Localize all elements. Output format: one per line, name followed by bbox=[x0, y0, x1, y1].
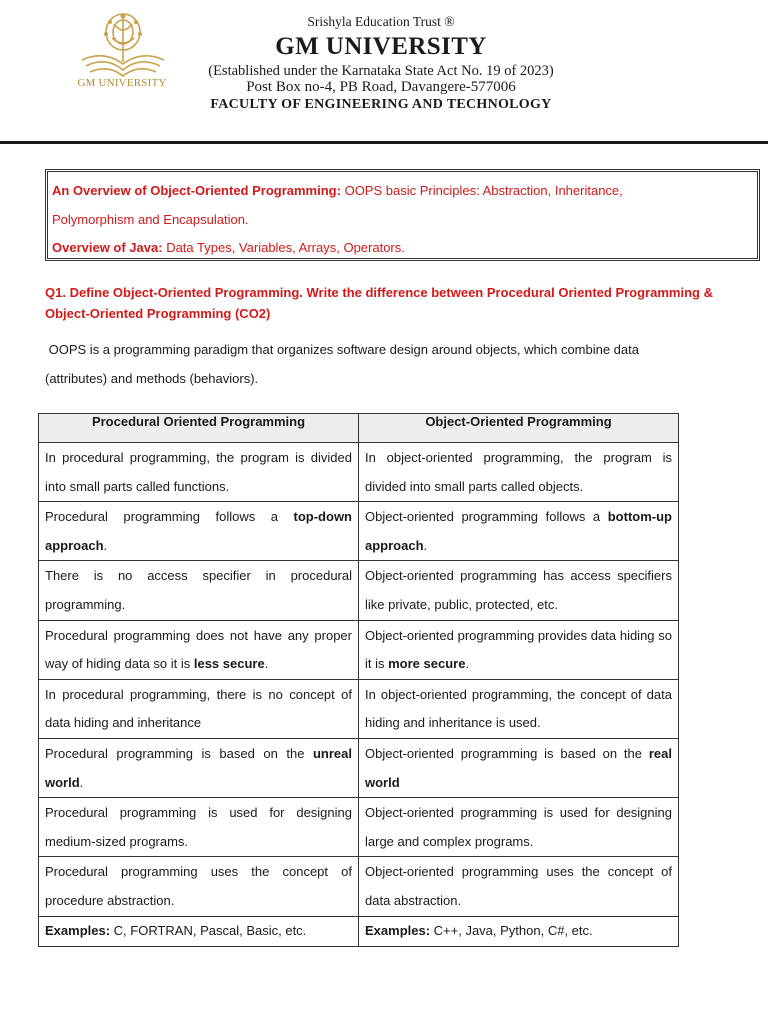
cell-oop bbox=[359, 738, 679, 797]
trust-name: Srishyla Education Trust ® bbox=[307, 14, 455, 29]
cell-oop bbox=[359, 679, 679, 738]
cell-procedural bbox=[39, 443, 359, 502]
cell-oop bbox=[359, 502, 679, 561]
cell-text-suffix: . bbox=[103, 537, 108, 553]
cell-text: There is no access specifier in procedural programming. bbox=[45, 568, 352, 612]
cell-oop bbox=[359, 443, 679, 502]
postal-address: Post Box no-4, PB Road, Davangere-577006 bbox=[246, 79, 516, 95]
cell-text: In procedural programming, there is no concept of data hiding and inheritance bbox=[45, 686, 352, 731]
cell-oop bbox=[359, 857, 679, 916]
cell-text-suffix: . bbox=[79, 774, 84, 790]
cell-procedural bbox=[39, 679, 359, 738]
cell-text: In procedural programming, the program is divided into small parts called functions. bbox=[45, 450, 352, 494]
logo-caption: GM UNIVERSITY bbox=[77, 77, 167, 89]
cell-text: In object-oriented programming, the concept of data hiding and inheritance is used. bbox=[365, 686, 672, 731]
cell-procedural bbox=[39, 502, 359, 561]
intro-line-1 bbox=[45, 336, 735, 365]
topic-java-text: Data Types, Variables, Arrays, Operators. bbox=[166, 240, 405, 255]
cell-text: Procedural programming is based on the bbox=[45, 745, 313, 761]
question-heading bbox=[45, 282, 745, 324]
cell-procedural bbox=[39, 916, 359, 946]
cell-text: In object-oriented programming, the program is divided into small parts called objects. bbox=[365, 450, 672, 494]
topic-java-label: Overview of Java: bbox=[52, 240, 163, 255]
table-header-row bbox=[39, 414, 679, 443]
cell-text: Object-oriented programming has access specifiers like private, public, protected, etc. bbox=[365, 568, 672, 612]
table-row bbox=[39, 857, 679, 916]
cell-text: Object-oriented programming is based on the bbox=[365, 745, 649, 761]
table-row bbox=[39, 561, 679, 620]
establishment-note: (Established under the Karnataka State Act No. 19 of 2023) bbox=[208, 63, 554, 79]
cell-emphasis: bottom-up approach bbox=[365, 509, 672, 553]
cell-text-suffix: . bbox=[423, 537, 428, 553]
cell-emphasis: Examples: bbox=[365, 922, 431, 938]
table-row bbox=[39, 738, 679, 797]
cell-oop bbox=[359, 916, 679, 946]
topic-java bbox=[52, 234, 753, 263]
cell-text-suffix: . bbox=[264, 656, 269, 672]
cell-text: Object-oriented programming follows a bbox=[365, 509, 608, 525]
cell-procedural bbox=[39, 738, 359, 797]
table-row bbox=[39, 916, 679, 946]
intro-line-1-text: OOPS is a programming paradigm that organizes software design around objects, which combine data bbox=[48, 342, 639, 357]
cell-emphasis: top-down approach bbox=[45, 509, 352, 553]
cell-text: Procedural programming does not have any proper way of hiding data so it is bbox=[45, 627, 352, 672]
topics-box bbox=[47, 171, 758, 259]
topic-oop bbox=[52, 177, 753, 206]
document-header bbox=[0, 0, 768, 145]
table-row bbox=[39, 679, 679, 738]
table-row bbox=[39, 620, 679, 679]
header-divider bbox=[0, 141, 768, 144]
cell-oop bbox=[359, 561, 679, 620]
question-line-1: Q1. Define Object-Oriented Programming. Write the difference between Procedural Oriented Programming & bbox=[45, 285, 713, 300]
table-body bbox=[39, 443, 679, 947]
topic-oop-cont bbox=[52, 206, 753, 235]
topic-oop-label: An Overview of Object-Oriented Programming: bbox=[52, 183, 341, 198]
cell-text-suffix: C, FORTRAN, Pascal, Basic, etc. bbox=[110, 922, 307, 938]
table-row bbox=[39, 443, 679, 502]
intro-paragraph bbox=[45, 336, 735, 393]
topic-oop-text-a: OOPS basic Principles: Abstraction, Inheritance, bbox=[344, 183, 623, 198]
cell-emphasis: more secure bbox=[388, 656, 466, 672]
university-name: GM UNIVERSITY bbox=[275, 33, 487, 60]
cell-oop bbox=[359, 798, 679, 857]
cell-text: Procedural programming follows a bbox=[45, 509, 294, 525]
comparison-table bbox=[38, 413, 679, 947]
intro-line-2: (attributes) and methods (behaviors). bbox=[45, 370, 259, 386]
cell-procedural bbox=[39, 620, 359, 679]
cell-emphasis: unreal world bbox=[45, 745, 352, 790]
cell-procedural bbox=[39, 561, 359, 620]
cell-oop bbox=[359, 620, 679, 679]
header-oop: Object-Oriented Programming bbox=[359, 414, 679, 443]
table-row bbox=[39, 502, 679, 561]
cell-text: Object-oriented programming uses the concept of data abstraction. bbox=[365, 864, 672, 908]
cell-procedural bbox=[39, 857, 359, 916]
cell-text-suffix: C++, Java, Python, C#, etc. bbox=[430, 922, 593, 938]
cell-text: Procedural programming is used for designing medium-sized programs. bbox=[45, 805, 352, 849]
cell-text-suffix: . bbox=[465, 656, 470, 672]
cell-text: Procedural programming uses the concept of procedure abstraction. bbox=[45, 864, 352, 908]
cell-emphasis: real world bbox=[365, 745, 672, 790]
table-row bbox=[39, 798, 679, 857]
cell-text: Object-oriented programming is used for designing large and complex programs. bbox=[365, 805, 672, 849]
topic-oop-text-b: Polymorphism and Encapsulation. bbox=[52, 211, 249, 227]
cell-emphasis: less secure bbox=[193, 656, 265, 672]
cell-text: Object-oriented programming provides data hiding so it is bbox=[365, 627, 672, 672]
cell-procedural bbox=[39, 798, 359, 857]
question-line-2: Object-Oriented Programming (CO2) bbox=[45, 306, 271, 321]
cell-emphasis: Examples: bbox=[45, 922, 111, 938]
faculty-name: FACULTY OF ENGINEERING AND TECHNOLOGY bbox=[210, 97, 552, 112]
header-procedural: Procedural Oriented Programming bbox=[39, 414, 359, 443]
